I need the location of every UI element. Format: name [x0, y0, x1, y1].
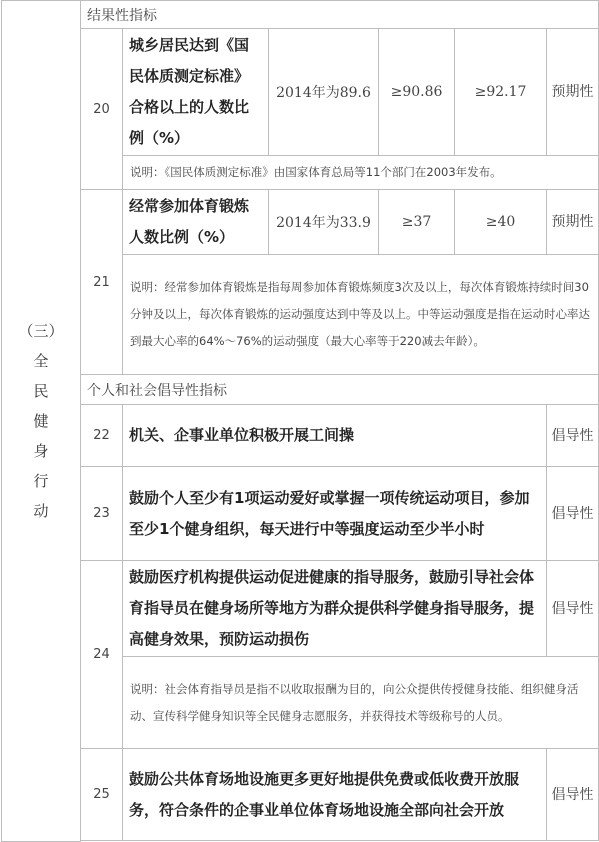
indicator-title: 城乡居民达到《国民体质测定标准》合格以上的人数比例（%）	[123, 29, 269, 156]
indicator-property: 倡导性	[547, 561, 599, 657]
target-2022-value: ≥37	[379, 190, 455, 255]
section-char: 身	[33, 441, 49, 460]
section-number: （三）	[18, 321, 64, 340]
indicator-property: 预期性	[547, 29, 599, 156]
indicator-note: 说明：经常参加体育锻炼是指每周参加体育锻炼频度3次及以上，每次体育锻炼持续时间30分钟及以上，每次体育锻炼的运动强度达到中等及以上。中等运动强度是指在运动时心率达到最大心率的64%～76%的运动强度（最大心率等于220减去年龄）。	[123, 255, 599, 375]
result-indicators-header-row	[2, 1, 599, 29]
indicator-row-23	[2, 467, 599, 561]
indicator-title: 鼓励医疗机构提供运动促进健康的指导服务，鼓励引导社会体育指导员在健身场所等地方为群众提供科学健身指导服务，提高健身效果，预防运动损伤	[123, 561, 547, 657]
section-label-cell	[2, 1, 81, 842]
indicator-note: 说明：社会体育指导员是指不以收取报酬为目的，向公众提供传授健身技能、组织健身活动、宣传科学健身知识等全民健身志愿服务，并获得技术等级称号的人员。	[123, 657, 599, 749]
section-char: 动	[33, 501, 49, 520]
indicator-number: 21	[81, 190, 123, 375]
indicator-title: 鼓励个人至少有1项运动爱好或掌握一项传统运动项目，参加至少1个健身组织，每天进行中等强度运动至少半小时	[123, 467, 547, 561]
baseline-value: 2014年为33.9	[269, 190, 379, 255]
indicator-property: 预期性	[547, 190, 599, 255]
advocacy-indicators-subhead: 个人和社会倡导性指标	[81, 375, 599, 405]
indicator-row-22	[2, 405, 599, 467]
indicator-property: 倡导性	[547, 749, 599, 841]
indicator-property: 倡导性	[547, 467, 599, 561]
indicator-number: 22	[81, 405, 123, 467]
indicator-title: 机关、企事业单位积极开展工间操	[123, 405, 547, 467]
advocacy-indicators-header-row	[2, 375, 599, 405]
indicator-property: 倡导性	[547, 405, 599, 467]
baseline-value: 2014年为89.6	[269, 29, 379, 156]
section-char: 民	[33, 381, 49, 400]
indicator-row-21	[2, 190, 599, 255]
indicator-note: 说明：《国民体质测定标准》由国家体育总局等11个部门在2003年发布。	[123, 156, 599, 190]
indicator-number: 23	[81, 467, 123, 561]
indicator-number: 20	[81, 29, 123, 190]
indicator-table	[1, 0, 599, 842]
indicator-number: 25	[81, 749, 123, 841]
indicator-title: 鼓励公共体育场地设施更多更好地提供免费或低收费开放服务，符合条件的企事业单位体育场地设施全部向社会开放	[123, 749, 547, 841]
indicator-number: 24	[81, 561, 123, 749]
spacer-row	[2, 841, 599, 842]
indicator-title: 经常参加体育锻炼人数比例（%）	[123, 190, 269, 255]
indicator-row-25	[2, 749, 599, 841]
target-2030-value: ≥40	[455, 190, 547, 255]
section-char: 健	[33, 411, 49, 430]
target-2022-value: ≥90.86	[379, 29, 455, 156]
indicator-row-20	[2, 29, 599, 156]
indicator-row-24	[2, 561, 599, 657]
section-char: 全	[33, 351, 49, 370]
result-indicators-subhead: 结果性指标	[81, 1, 599, 29]
section-char: 行	[33, 471, 49, 490]
target-2030-value: ≥92.17	[455, 29, 547, 156]
